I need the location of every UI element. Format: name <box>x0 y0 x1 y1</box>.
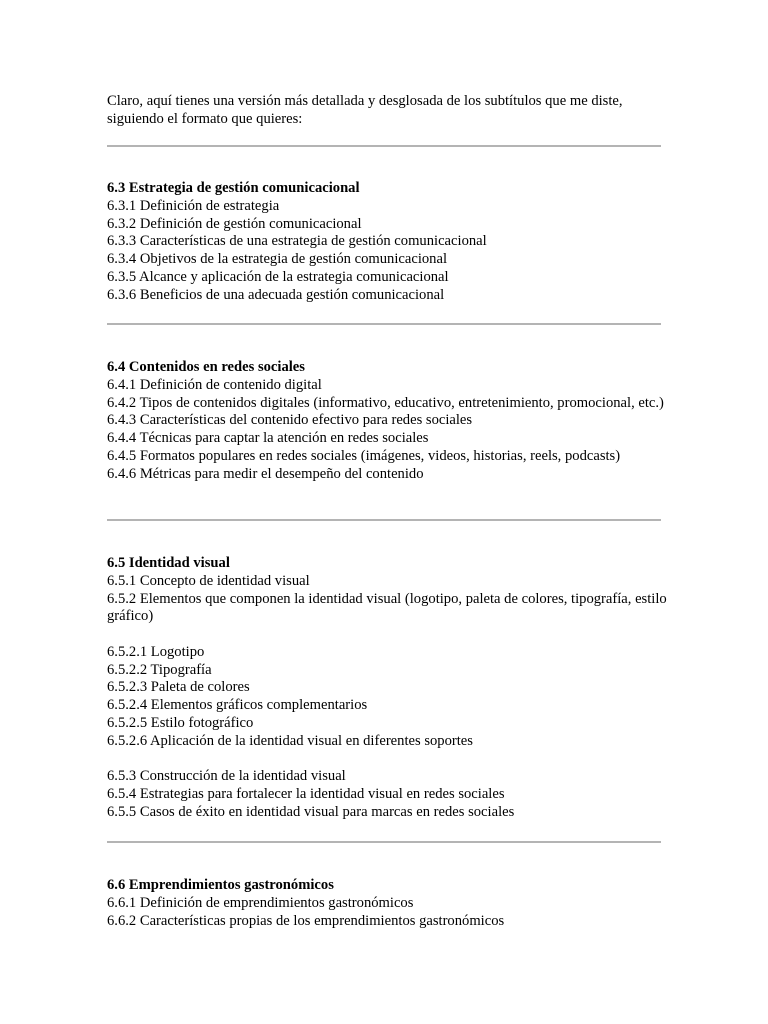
section-heading: 6.6 Emprendimientos gastronómicos <box>107 877 334 893</box>
section-6-4 <box>107 359 667 484</box>
list-item: 6.6.2 Características propias de los emprendimientos gastronómicos <box>107 912 505 929</box>
list-item: 6.5.3 Construcción de la identidad visual <box>107 768 346 785</box>
list-item: 6.6.1 Definición de emprendimientos gastronómicos <box>107 894 414 911</box>
list-item: 6.3.4 Objetivos de la estrategia de gestión comunicacional <box>107 251 448 268</box>
list-item: 6.3.6 Beneficios de una adecuada gestión comunicacional <box>107 286 445 303</box>
sub-list-item: 6.5.2.2 Tipografía <box>107 661 212 678</box>
intro-paragraph: Claro, aquí tienes una versión más detallada y desglosada de los subtítulos que me diste, siguiendo el formato que quieres: <box>107 93 623 127</box>
horizontal-rule <box>107 841 661 843</box>
list-item: 6.5.4 Estrategias para fortalecer la identidad visual en redes sociales <box>107 785 505 802</box>
sub-list-item: 6.5.2.1 Logotipo <box>107 643 205 660</box>
list-item: 6.4.5 Formatos populares en redes sociales (imágenes, videos, historias, reels, podcasts) <box>107 447 621 464</box>
horizontal-rule <box>107 323 661 325</box>
horizontal-rule <box>107 145 661 147</box>
sub-list-item: 6.5.2.5 Estilo fotográfico <box>107 714 254 731</box>
list-item: 6.5.1 Concepto de identidad visual <box>107 572 310 589</box>
list-item: 6.5.2 Elementos que componen la identidad visual (logotipo, paleta de colores, tipografía, estilo gráfico) <box>107 590 667 625</box>
sub-list-item: 6.5.2.6 Aplicación de la identidad visual en diferentes soportes <box>107 732 473 749</box>
list-item: 6.3.2 Definición de gestión comunicacional <box>107 215 362 232</box>
list-item: 6.3.3 Características de una estrategia de gestión comunicacional <box>107 233 487 250</box>
sub-list-item: 6.5.2.4 Elementos gráficos complementarios <box>107 697 368 714</box>
list-item: 6.5.5 Casos de éxito en identidad visual para marcas en redes sociales <box>107 803 515 820</box>
paragraph-gap <box>107 626 667 644</box>
paragraph-gap <box>107 751 667 769</box>
list-item: 6.3.5 Alcance y aplicación de la estrategia comunicacional <box>107 268 449 285</box>
list-item: 6.4.4 Técnicas para captar la atención en redes sociales <box>107 430 429 447</box>
section-heading: 6.4 Contenidos en redes sociales <box>107 359 305 375</box>
list-item: 6.4.6 Métricas para medir el desempeño del contenido <box>107 465 424 482</box>
section-6-6 <box>107 877 667 930</box>
list-item: 6.4.2 Tipos de contenidos digitales (informativo, educativo, entretenimiento, promocional, etc.) <box>107 394 664 411</box>
horizontal-rule <box>107 519 661 521</box>
section-6-5 <box>107 555 667 822</box>
section-heading: 6.3 Estrategia de gestión comunicacional <box>107 180 360 196</box>
list-item: 6.4.3 Características del contenido efectivo para redes sociales <box>107 412 473 429</box>
section-6-3 <box>107 180 667 305</box>
list-item: 6.4.1 Definición de contenido digital <box>107 376 322 393</box>
sub-list-item: 6.5.2.3 Paleta de colores <box>107 679 250 696</box>
section-heading: 6.5 Identidad visual <box>107 555 230 571</box>
list-item: 6.3.1 Definición de estrategia <box>107 197 280 214</box>
